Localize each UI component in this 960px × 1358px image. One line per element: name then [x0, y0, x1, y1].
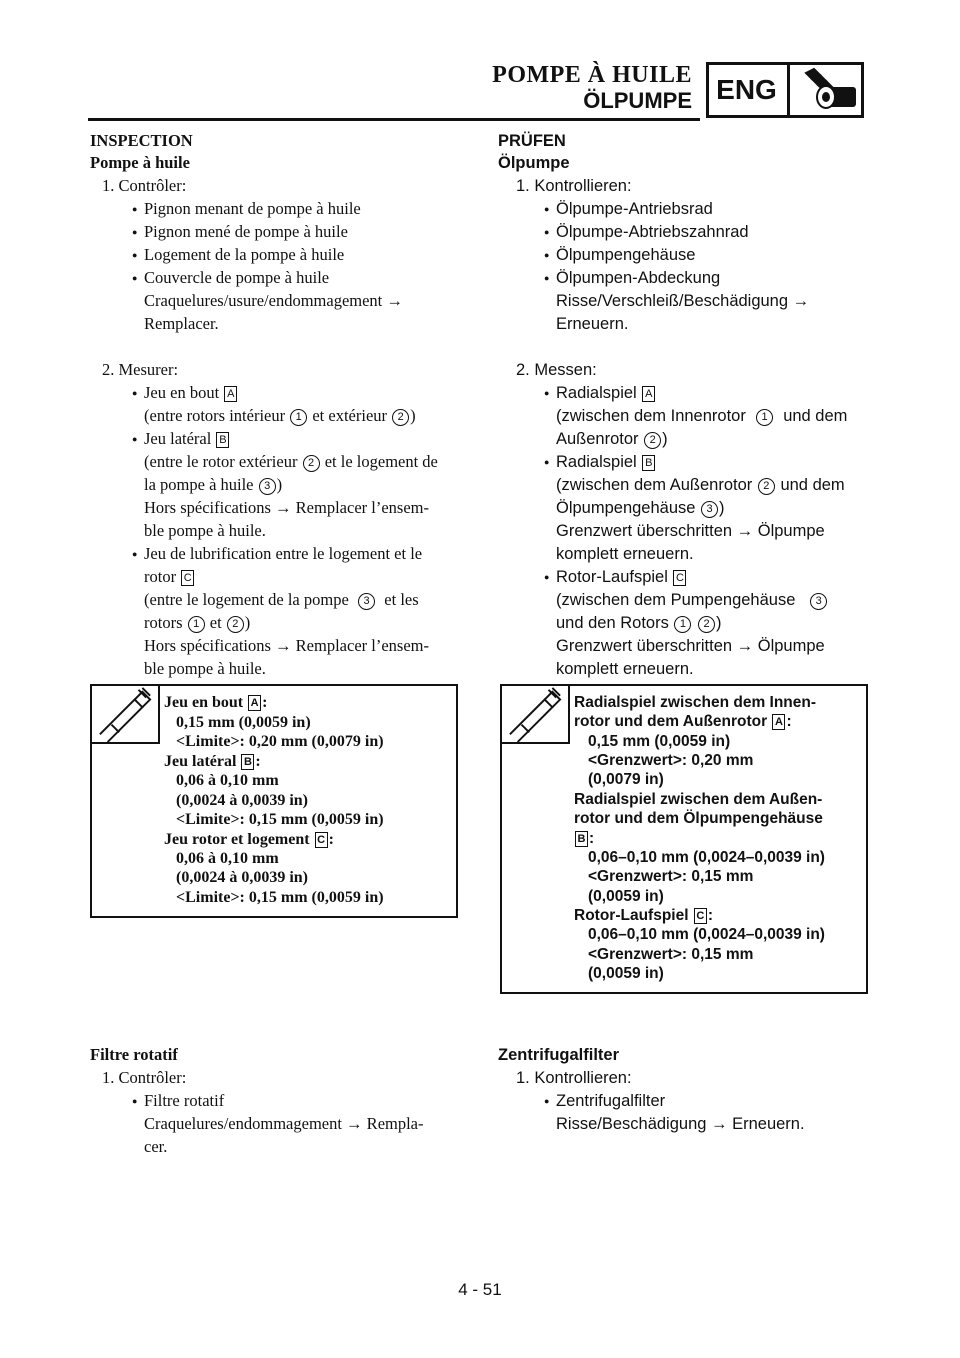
- sub-heading: Pompe à huile: [90, 153, 190, 172]
- list-item: ● Radialspiel B: [556, 451, 656, 473]
- list-item: ● Filtre rotatif: [144, 1090, 224, 1112]
- list-item: ● Ölpumpengehäuse: [556, 244, 695, 266]
- step-2: 2. Mesurer:: [102, 360, 179, 379]
- desc-text: (entre le rotor extérieur 2 et le logement de: [144, 452, 438, 471]
- spec-line: B :: [574, 828, 594, 850]
- list-item: ● Jeu en bout A: [144, 382, 238, 404]
- section-heading: PRÜFEN: [498, 132, 566, 150]
- desc-text: Hors spécifications → Remplacer l’ensem-: [144, 636, 429, 655]
- desc-text: la pompe à huile 3 ): [144, 475, 283, 494]
- spec-line: <Grenzwert>: 0,15 mm: [588, 868, 754, 885]
- spec-line: (0,0079 in): [588, 771, 664, 788]
- section-heading: INSPECTION: [90, 131, 193, 150]
- desc-text: Grenzwert überschritten → Ölpumpe: [556, 522, 825, 540]
- desc-text: komplett erneuern.: [556, 660, 694, 678]
- filter-heading: Zentrifugalfilter: [498, 1046, 620, 1064]
- spec-line: <Limite>: 0,20 mm (0,0079 in): [176, 733, 384, 750]
- desc-text: komplett erneuern.: [556, 545, 694, 563]
- list-item: ● Jeu latéral B: [144, 428, 230, 450]
- result-text: Erneuern.: [556, 315, 629, 333]
- list-item: ● Pignon mené de pompe à huile: [144, 221, 348, 243]
- list-item: ● Jeu de lubrification entre le logement et le: [144, 543, 422, 565]
- desc-text: rotor C: [144, 566, 195, 588]
- section-label: ENG: [706, 62, 790, 118]
- step-1: 1. Kontrollieren:: [516, 177, 632, 195]
- spec-line: 0,06 à 0,10 mm: [176, 850, 279, 867]
- spec-line: (0,0059 in): [588, 888, 664, 905]
- spec-line: 0,06 à 0,10 mm: [176, 772, 279, 789]
- spec-line: 0,06–0,10 mm (0,0024–0,0039 in): [588, 926, 825, 943]
- result-text: Risse/Verschleiß/Beschädigung →: [556, 292, 810, 310]
- desc-text: Außenrotor 2 ): [556, 430, 668, 448]
- desc-text: cer.: [144, 1137, 168, 1156]
- spec-line: Jeu en bout A :: [164, 694, 268, 711]
- list-item: ● Pignon menant de pompe à huile: [144, 198, 361, 220]
- spec-line: <Limite>: 0,15 mm (0,0059 in): [176, 889, 384, 906]
- filter-step: 1. Kontrollieren:: [516, 1069, 632, 1087]
- desc-text: und den Rotors 1 2 ): [556, 614, 722, 632]
- page-title-fr: POMPE À HUILE: [492, 62, 692, 88]
- list-item: ● Zentrifugalfilter: [556, 1090, 665, 1112]
- desc-text: (zwischen dem Innenrotor 1 und dem: [556, 407, 848, 425]
- desc-text: (zwischen dem Außenrotor 2 und dem: [556, 476, 845, 494]
- result-text: Remplacer.: [144, 314, 219, 333]
- desc-text: rotors 1 et 2 ): [144, 613, 251, 632]
- spec-line: rotor und dem Ölpumpengehäuse: [574, 810, 823, 827]
- filter-step: 1. Contrôler:: [102, 1068, 187, 1087]
- desc-text: (zwischen dem Pumpengehäuse 3: [556, 589, 828, 611]
- header-rule: [88, 118, 700, 121]
- spec-line: (0,0024 à 0,0039 in): [176, 792, 308, 809]
- desc-text: ble pompe à huile.: [144, 521, 266, 540]
- list-item: ● Radialspiel A: [556, 382, 656, 404]
- spec-box-de: [500, 684, 868, 994]
- desc-text: (entre rotors intérieur 1 et extérieur 2 ): [144, 406, 416, 425]
- page-number: 4 - 51: [458, 1280, 502, 1299]
- desc-text: (entre le logement de la pompe 3 et les: [144, 590, 419, 609]
- spec-line: <Grenzwert>: 0,15 mm: [588, 946, 754, 963]
- spec-line: Radialspiel zwischen dem Innen-: [574, 694, 817, 711]
- sub-heading: Ölpumpe: [498, 154, 570, 172]
- list-item: ● Ölpumpen-Abdeckung: [556, 267, 720, 289]
- spec-line: 0,15 mm (0,0059 in): [588, 733, 731, 750]
- spec-line: 0,06–0,10 mm (0,0024–0,0039 in): [588, 849, 825, 866]
- desc-text: Risse/Beschädigung → Erneuern.: [556, 1115, 805, 1133]
- spec-line: (0,0024 à 0,0039 in): [176, 869, 308, 886]
- spec-line: Jeu latéral B :: [164, 753, 261, 770]
- spec-line: Rotor-Laufspiel C :: [574, 907, 714, 924]
- engine-icon: [792, 65, 862, 115]
- spec-line: 0,15 mm (0,0059 in): [176, 714, 311, 731]
- step-2: 2. Messen:: [516, 361, 597, 379]
- spec-line: rotor und dem Außenrotor A :: [574, 713, 792, 730]
- caliper-icon: [502, 686, 570, 744]
- spec-line: Jeu rotor et logement C :: [164, 831, 334, 848]
- step-1: 1. Contrôler:: [102, 176, 187, 195]
- list-item: ● Ölpumpe-Antriebsrad: [556, 198, 713, 220]
- desc-text: Ölpumpengehäuse 3 ): [556, 499, 725, 517]
- spec-line: (0,0059 in): [588, 965, 664, 982]
- desc-text: Craquelures/endommagement → Rempla-: [144, 1114, 424, 1133]
- desc-text: ble pompe à huile.: [144, 659, 266, 678]
- result-text: Craquelures/usure/endommagement →: [144, 291, 403, 310]
- desc-text: Hors spécifications → Remplacer l’ensem-: [144, 498, 429, 517]
- list-item: ● Couvercle de pompe à huile: [144, 267, 329, 289]
- spec-line: <Grenzwert>: 0,20 mm: [588, 752, 754, 769]
- list-item: ● Logement de la pompe à huile: [144, 244, 344, 266]
- spec-line: Radialspiel zwischen dem Außen-: [574, 791, 823, 808]
- spec-box-fr: [90, 684, 458, 918]
- caliper-icon: [92, 686, 160, 744]
- desc-text: Grenzwert überschritten → Ölpumpe: [556, 637, 825, 655]
- filter-heading: Filtre rotatif: [90, 1045, 178, 1064]
- spec-line: <Limite>: 0,15 mm (0,0059 in): [176, 811, 384, 828]
- list-item: ● Ölpumpe-Abtriebszahnrad: [556, 221, 749, 243]
- page-title-de: ÖLPUMPE: [583, 88, 692, 113]
- list-item: ● Rotor-Laufspiel C: [556, 566, 687, 588]
